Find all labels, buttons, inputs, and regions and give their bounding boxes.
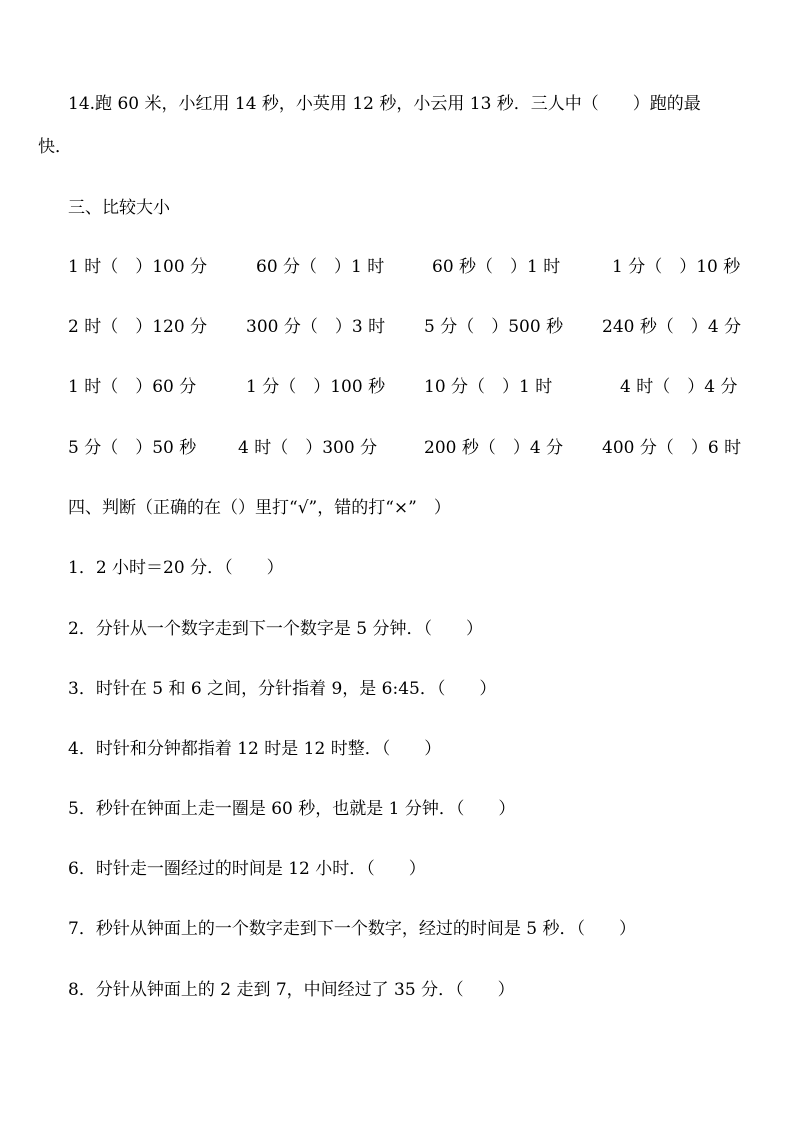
list-item: 8．分针从钟面上的 2 走到 7，中间经过了 35 分．（ ） xyxy=(68,980,515,1000)
section-4-title: 四、判断（正确的在（）里打“√”，错的打“×” ） xyxy=(68,498,451,518)
comparison-item: 300 分（ ）3 时 xyxy=(246,317,386,337)
comparison-item: 4 时（ ）300 分 xyxy=(238,438,378,458)
comparison-item: 5 分（ ）50 秒 xyxy=(68,438,197,458)
comparison-item: 1 分（ ）10 秒 xyxy=(612,257,741,277)
section-3-title: 三、比较大小 xyxy=(68,198,170,218)
comparison-item: 2 时（ ）120 分 xyxy=(68,317,208,337)
comparison-item: 10 分（ ）1 时 xyxy=(424,377,553,397)
comparison-item: 60 秒（ ）1 时 xyxy=(432,257,561,277)
comparison-item: 4 时（ ）4 分 xyxy=(620,377,738,397)
list-item: 2．分针从一个数字走到下一个数字是 5 分钟．（ ） xyxy=(68,619,483,639)
comparison-item: 5 分（ ）500 秒 xyxy=(424,317,564,337)
comparison-item: 400 分（ ）6 时 xyxy=(602,438,742,458)
comparison-item: 1 分（ ）100 秒 xyxy=(246,377,386,397)
list-item: 4．时针和分钟都指着 12 时是 12 时整．（ ） xyxy=(68,739,442,759)
list-item: 1．2 小时＝20 分．（ ） xyxy=(68,558,284,578)
question-14-line-2: 快． xyxy=(38,137,72,157)
list-item: 3．时针在 5 和 6 之间，分针指着 9，是 6:45．（ ） xyxy=(68,679,497,699)
comparison-item: 240 秒（ ）4 分 xyxy=(602,317,742,337)
list-item: 7．秒针从钟面上的一个数字走到下一个数字，经过的时间是 5 秒．（ ） xyxy=(68,919,636,939)
comparison-item: 1 时（ ）60 分 xyxy=(68,377,197,397)
question-14-line-1: 14.跑 60 米，小红用 14 秒，小英用 12 秒，小云用 13 秒．三人中（ ）跑的最 xyxy=(68,94,701,114)
comparison-item: 1 时（ ）100 分 xyxy=(68,257,208,277)
list-item: 5．秒针在钟面上走一圈是 60 秒，也就是 1 分钟．（ ） xyxy=(68,799,516,819)
list-item: 6．时针走一圈经过的时间是 12 小时．（ ） xyxy=(68,859,426,879)
comparison-item: 60 分（ ）1 时 xyxy=(256,257,385,277)
comparison-item: 200 秒（ ）4 分 xyxy=(424,438,564,458)
